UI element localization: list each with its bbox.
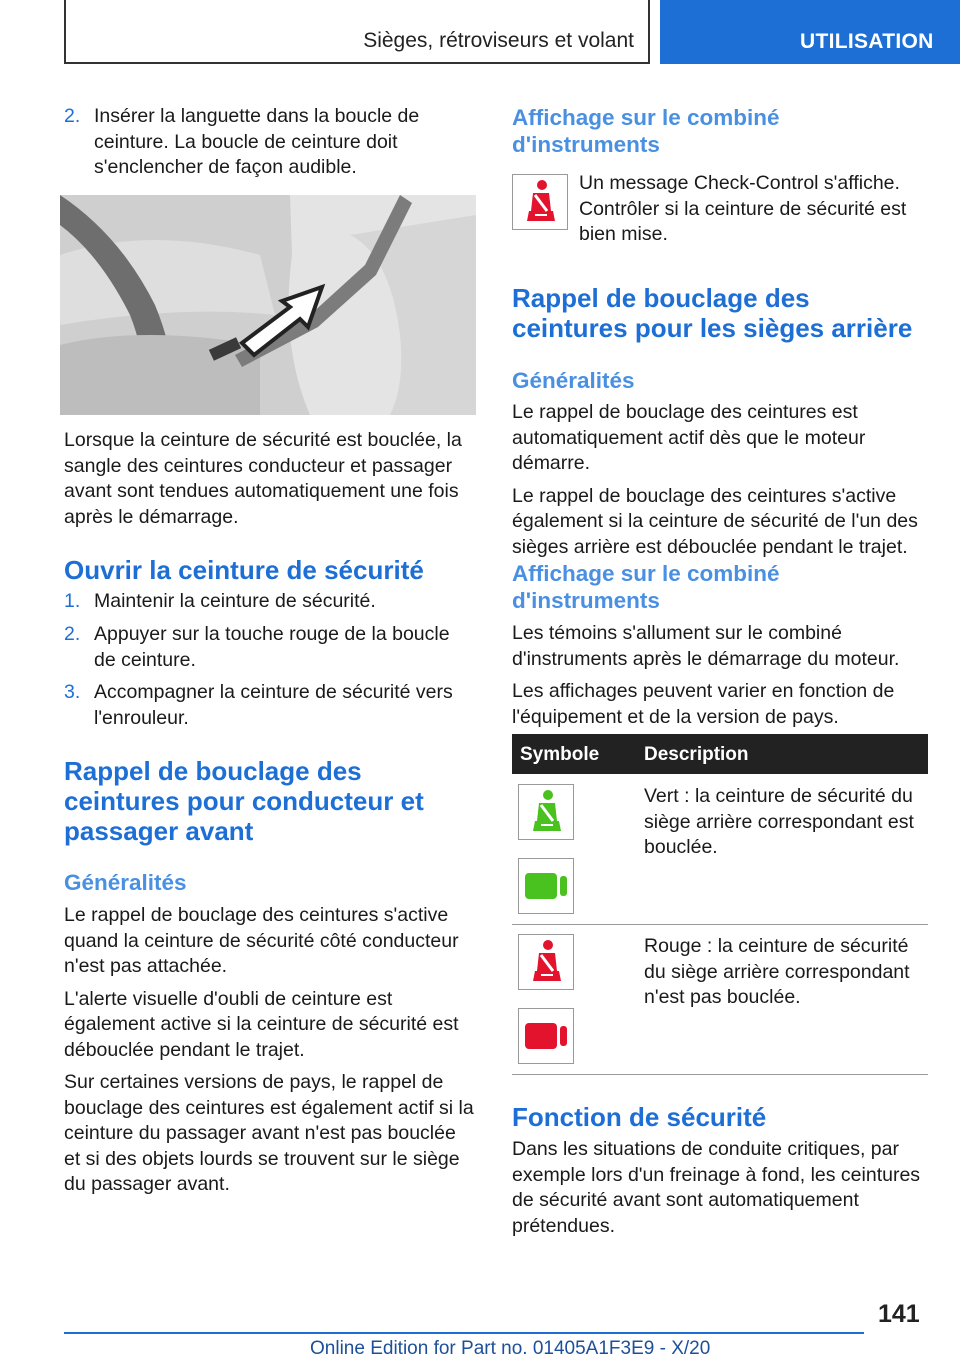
subsection-title: Affichage sur le combiné d'instruments: [512, 105, 780, 157]
open-step-1: [64, 589, 476, 615]
column-header-symbol: Symbole: [520, 744, 600, 765]
seatbelt-ok-icon: [519, 785, 573, 839]
seatbelt-warning-symbol: [512, 174, 568, 230]
body-text: Rouge : la ceinture de sécurité du siège arrière correspondant n'est pas bouclée.: [644, 935, 910, 1008]
body-text: Dans les situations de conduite critiques, par exemple lors d'un freinage à fond, les ceintures de sécurité avant sont automatiquement prétendues.: [512, 1138, 921, 1237]
step-text: Appuyer sur la touche rouge de la boucle de ceinture.: [94, 623, 450, 671]
step-text: Maintenir la ceinture de sécurité.: [94, 590, 376, 612]
section-front-reminder: [64, 756, 476, 846]
display-message-text: [579, 171, 928, 248]
seatbelt-warning-icon: [519, 935, 573, 989]
subsection-general-right: [512, 367, 928, 394]
body-text: Un message Check-Control s'affiche. Contrôler si la ceinture de sécurité est bien mise.: [579, 172, 907, 245]
table-row-divider: [512, 924, 928, 925]
rear-seat-indicator-icon: [519, 859, 573, 913]
body-text: Le rappel de bouclage des ceintures s'active également si la ceinture de sécurité de l'un des sièges arrière est débouclée pendant le trajet.: [512, 484, 918, 558]
seatbelt-warning-icon: [513, 175, 567, 229]
display-2-paragraphs: [512, 621, 928, 730]
subsection-title: Généralités: [512, 368, 635, 393]
header-chapter-tab[interactable]: [660, 0, 960, 64]
step-number: 3.: [64, 681, 81, 703]
section-rear-reminder: [512, 283, 928, 343]
body-text: Les affichages peuvent varier en fonction de l'équipement et de la version de pays.: [512, 680, 895, 728]
footer-rule: [64, 1332, 864, 1334]
rear-seat-red-symbol: [518, 1008, 574, 1064]
subsection-title: Généralités: [64, 870, 187, 895]
rear-seat-green-symbol: [518, 858, 574, 914]
page-number: 141: [878, 1300, 920, 1328]
seatbelt-photo-illustration: [60, 195, 476, 415]
subsection-title: Affichage sur le combiné d'instruments: [512, 561, 780, 613]
step-number: 2.: [64, 623, 81, 645]
open-step-2: [64, 622, 476, 673]
step-number: 1.: [64, 590, 81, 612]
section-open-belt: [64, 555, 476, 585]
section-title: Rappel de bouclage des ceintures pour les sièges arrière: [512, 283, 913, 343]
buckled-tension-paragraph: [64, 428, 476, 530]
row-red-description: [644, 934, 928, 1011]
subsection-general-left: [64, 869, 476, 896]
column-header-description: Description: [644, 744, 749, 765]
section-title: Rappel de bouclage des ceintures pour conducteur et passager avant: [64, 756, 424, 846]
body-text: Les témoins s'allument sur le combiné d'instruments après le démarrage du moteur.: [512, 622, 900, 670]
step-number: 2.: [64, 105, 81, 127]
section-title: Fonction de sécurité: [512, 1102, 767, 1132]
general-right-paragraphs: [512, 400, 928, 560]
body-text: Le rappel de bouclage des ceintures s'active quand la ceinture de sécurité côté conducteur n'est pas attachée.: [64, 904, 459, 977]
step-text: Insérer la languette dans la boucle de ceinture. La boucle de ceinture doit s'enclencher de façon audible.: [94, 105, 420, 178]
footer-edition: Online Edition for Part no. 01405A1F3E9 - X/20: [310, 1338, 711, 1359]
safety-paragraph: [512, 1137, 928, 1239]
subsection-display-2: [512, 560, 928, 614]
section-safety-function: [512, 1102, 928, 1132]
step-2-insert: [64, 104, 476, 181]
seatbelt-buckle-photo: [60, 195, 476, 415]
step-text: Accompagner la ceinture de sécurité vers l'enrouleur.: [94, 681, 453, 729]
general-left-paragraphs: [64, 903, 476, 1198]
body-text: Le rappel de bouclage des ceintures est automatiquement actif dès que le moteur démarre.: [512, 401, 866, 474]
table-bottom-rule: [512, 1074, 928, 1075]
row-green-description: [644, 784, 928, 861]
body-text: Lorsque la ceinture de sécurité est bouclée, la sangle des ceintures conducteur et passager avant sont tendues automatiquement une fois après le démarrage.: [64, 429, 462, 528]
symbol-table-header: [512, 734, 928, 774]
header-section-box: [64, 0, 650, 64]
seatbelt-ok-symbol: [518, 784, 574, 840]
section-title: Ouvrir la ceinture de sécurité: [64, 555, 424, 585]
body-text: Sur certaines versions de pays, le rappel de bouclage des ceintures est également actif si la ceinture du passager avant n'est pas bouclée et si des objets lourds se trouvent sur le siège du passager avant.: [64, 1071, 474, 1195]
body-text: Vert : la ceinture de sécurité du siège arrière correspondant est bouclée.: [644, 785, 914, 858]
subsection-display: [512, 104, 928, 158]
header-section-title: Sièges, rétroviseurs et volant: [363, 29, 634, 52]
rear-seat-indicator-icon: [519, 1009, 573, 1063]
open-step-3: [64, 680, 476, 731]
seatbelt-warning-symbol-table: [518, 934, 574, 990]
body-text: L'alerte visuelle d'oubli de ceinture est également active si la ceinture de sécurité est débouclée pendant le trajet.: [64, 987, 459, 1061]
header-chapter-label: UTILISATION: [800, 30, 934, 53]
